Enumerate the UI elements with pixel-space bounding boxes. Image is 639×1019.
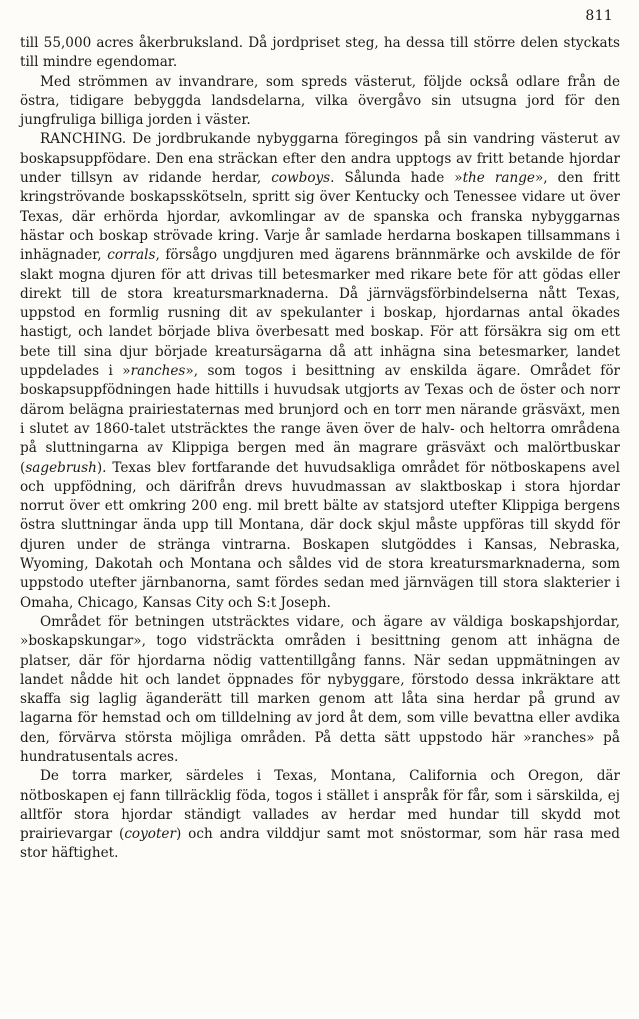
- paragraph-4: [20, 613, 620, 767]
- paragraph-1: [20, 34, 620, 73]
- text-run: ) och andra vilddjur samt mot snöstormar, som här rasa med stor häftighet.: [20, 826, 620, 862]
- text-run: RANCHING. De jordbrukande nybyggarna föregingos på sin vandring västerut av boskapsuppfödare. Den ena sträckan efter den andra upptogs av fritt betande hjordar under tillsyn av ridande herdar,: [20, 131, 620, 187]
- text-run: De torra marker, särdeles i Texas, Montana, California och Oregon, där nötboskapen ej fann tillräcklig föda, togos i stället i anspråk för får, som i särskilda, ej alltför stora hjordar ständigt vallades av herdar med hundar till skydd mot prairievargar (: [20, 768, 620, 843]
- body-text: [20, 34, 620, 864]
- italic-term: the range: [462, 170, 535, 187]
- italic-term: sagebrush: [25, 459, 97, 476]
- text-run: ). Texas blev fortfarande det huvudsakliga området för nötboskapens avel och uppfödning, och därifrån drevs huvudmassan av slaktboskap i stora hjordar norrut över ett omkring 200 eng. mil brett bälte av statsjord utefter Klippiga bergens östra sluttningar ända upp till Montana, där dock skjul måste uppföras till skydd för djuren under de stränga vintrarna. Boskapen slutgöddes i Kansas, Nebraska, Wyoming, Dakotah och Montana och såldes vid de stora kreatursmarknaderna, som uppstodo utefter järnbanorna, samt fördes sedan med järnvägen till stora slakterier i Omaha, Chicago, Kansas City och S:t Joseph.: [20, 459, 620, 611]
- italic-term: coyoter: [124, 826, 176, 843]
- paragraph-3: [20, 130, 620, 612]
- page-number: 811: [585, 8, 613, 24]
- text-run: », den fritt kringströvande boskapsskötseln, spritt sig över Kentucky och Tenessee vidare ut över Texas, där erhörda hjordar, avkomlingar av de spanska och franska nybyggarnas hästar och boskap strövade kring. Varje år samlade herdarna boskapen tillsammans i inhägnader,: [20, 170, 620, 264]
- text-run: Området för betningen utsträcktes vidare, och ägare av väldiga boskapshjordar, »boskapskungar», togo vidsträckta områden i besittning genom att inhägna de platser, där för hjordarna nödig vattentillgång fanns. När sedan uppmätningen av landet nådde hit och landet öppnades för nybyggare, förstodo dessa inkräktare att skaffa sig laglig äganderätt till marken genom att låta sina herdar på grund av lagarna för hemstad och om tilldelning av jord åt dem, som ville bevattna eller avdika den, förvärva största möjliga områden. På detta sätt uppstodo här »ranches» på hundratusentals acres.: [20, 613, 620, 765]
- text-run: , försågo ungdjuren med ägarens brännmärke och avskilde de för slakt mogna djuren för att drivas till betesmarker med rikare bete för att gödas eller direkt till de stora kreatursmarknaderna. Då järnvägsförbindelserna nått Texas, uppstod en formlig rusning dit av spekulanter i boskap, hjordarnas antal ökades hastigt, och landet började bliva överbesatt med boskap. För att försäkra sig om ett bete till sina djur började kreatursägarna då att inhägna sina betesmarker, landet uppdelades i »: [20, 247, 621, 380]
- text-run: », som togos i besittning av enskilda ägare. Området för boskapsuppfödningen hade hittills i huvudsak utgjorts av Texas och de öster och norr därom belägna prairiestaternas med brunjord och en torr men närande gräsväxt, men i slutet av 1860-talet utsträcktes the range även över de halv- och heltorra områdena på sluttningarna av Klippiga bergen med än magrare gräsväxt och malörtbuskar (: [20, 363, 621, 476]
- text-run: till 55,000 acres åkerbruksland. Då jordpriset steg, ha dessa till större delen styckats till mindre egendomar.: [20, 35, 620, 71]
- text-run: . Sålunda hade »: [330, 170, 463, 187]
- italic-term: corrals: [107, 247, 156, 264]
- italic-term: ranches: [130, 363, 186, 380]
- italic-term: cowboys: [271, 170, 331, 187]
- text-run: Med strömmen av invandrare, som spreds västerut, följde också odlare från de östra, tidigare bebyggda landsdelarna, vilka övergåvo sin utsugna jord för den jungfruliga billiga jorden i väster.: [20, 73, 620, 129]
- paragraph-2: [20, 73, 620, 131]
- paragraph-5: [20, 767, 620, 863]
